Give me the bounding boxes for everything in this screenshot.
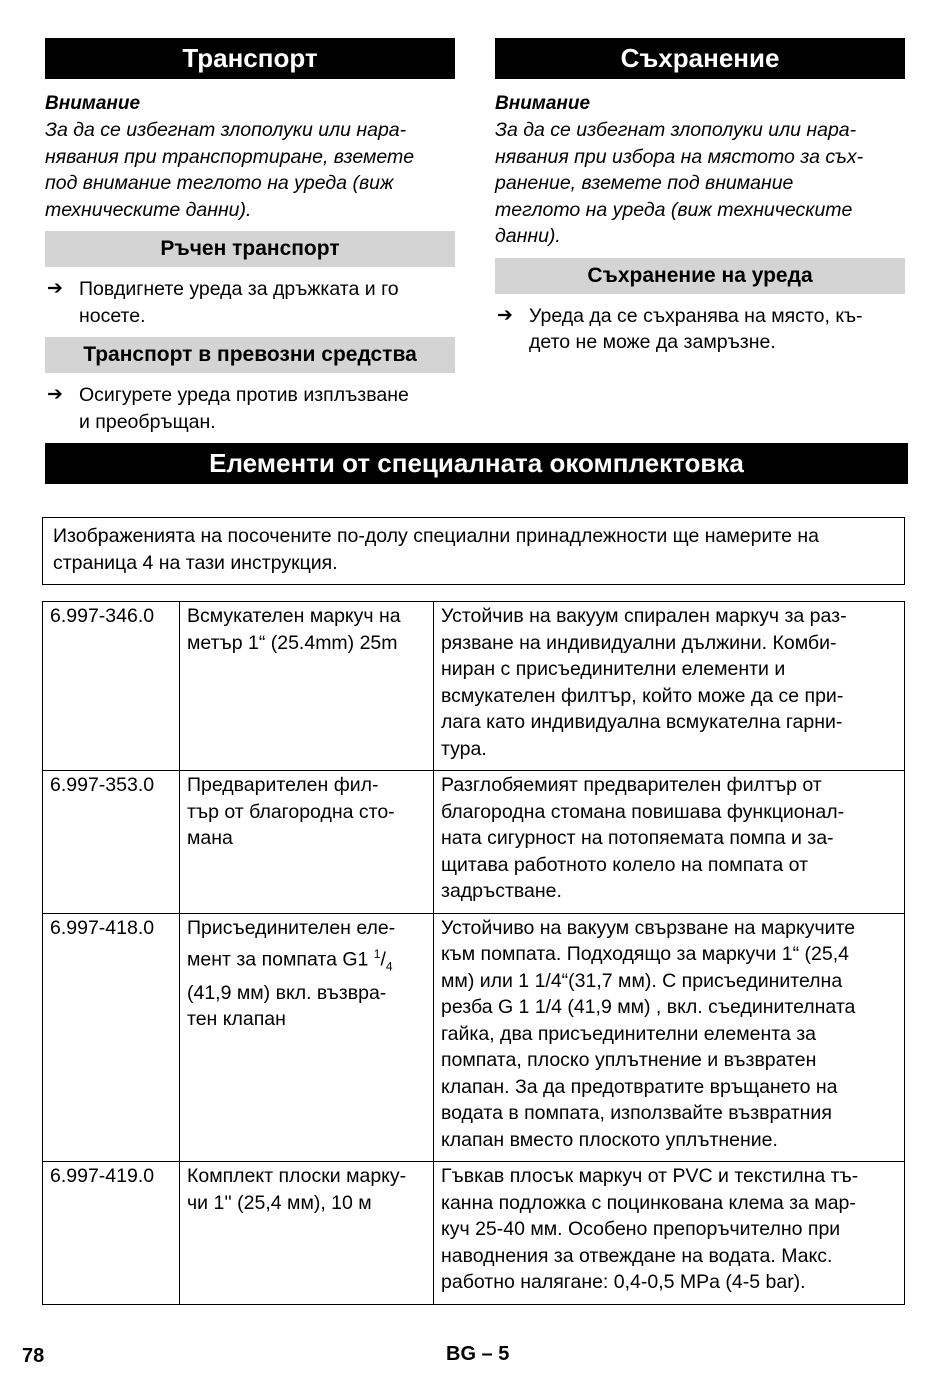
part-number: 6.997-353.0 [43, 771, 180, 914]
part-name: Комплект плоски марку- чи 1'' (25,4 мм), 10 м [180, 1162, 434, 1305]
part-name [180, 913, 434, 1162]
table-row [43, 913, 905, 1162]
language-page-label: BG – 5 [446, 1343, 510, 1365]
part-description: Устойчиво на вакуум свързване на маркучите към помпата. Подходящо за маркучи 1“ (25,4 мм) или 1 1/4“(31,7 мм). С присъединителна резба G 1 1/4 (41,9 мм) , вкл. съединителната гайка, два присъединителни елемента за помпата, плоско уплътнение и възвратен клапан. За да предотвратите връщането на водата в помпата, използвайте възвратния клапан вместо плоското уплътнение. [434, 913, 905, 1162]
part-name: Всмукателен маркуч на метър 1“ (25.4mm) 25m [180, 602, 434, 771]
part-number: 6.997-346.0 [43, 602, 180, 771]
page-number: 78 [22, 1345, 45, 1367]
part-description: Разглобяемият предварителен филтър от благородна стомана повишава функционал- ната сигурност на потопяемата помпа и за- щитава работното колело на помпата от задръстване. [434, 771, 905, 914]
vehicle-transport-instruction [45, 382, 455, 435]
accessories-heading: Елементи от специалната окомплектовка [45, 443, 908, 484]
storage-column [495, 38, 905, 364]
bullet-text: Уреда да се съхранява на място, къ- дето не може да замръзне. [529, 304, 863, 353]
part-number: 6.997-418.0 [43, 913, 180, 1162]
storage-warning-text: За да се избегнат злополуки или нара- нявания при избора на мястото за съх- ранение, вземете под внимание теглото на уреда (виж техническите данни). [495, 119, 864, 247]
manual-transport-instruction [45, 276, 455, 329]
table-row [43, 602, 905, 771]
accessories-table [42, 601, 905, 1305]
arrow-right-icon: ➔ [47, 384, 63, 405]
storage-warning-title: Внимание [495, 93, 591, 114]
bullet-text: Повдигнете уреда за дръжката и го носете. [79, 278, 399, 327]
fraction-denominator: 4 [385, 959, 393, 974]
part-name: Предварителен фил- тър от благородна сто- мана [180, 771, 434, 914]
bullet-text: Осигурете уреда против изплъзване и преобръщан. [79, 384, 409, 433]
table-row [43, 771, 905, 914]
part-description: Устойчив на вакуум спирален маркуч за раз- рязване на индивидуални дължини. Комби- ниран с присъединителни елементи и всмукателен филтър, който може да се при- лага като индивидуална всмукателна гарни- тура. [434, 602, 905, 771]
part-name-rest: (41,9 мм) вкл. възвра- тен клапан [187, 981, 387, 1031]
device-storage-heading: Съхранение на уреда [495, 258, 905, 294]
storage-heading: Съхранение [495, 38, 905, 79]
transport-warning-text: За да се избегнат злополуки или нара- нявания при транспортиране, вземете под внимание теглото на уреда (виж техническите данни). [45, 119, 415, 221]
arrow-right-icon: ➔ [497, 304, 513, 326]
table-row [43, 1162, 905, 1305]
fraction-slash: / [380, 948, 386, 971]
device-storage-instruction [495, 303, 905, 356]
accessories-note: Изображенията на посочените по-долу специални принадлежности ще намерите на страница 4 на тази инструкция. [42, 517, 905, 585]
arrow-right-icon: ➔ [47, 278, 63, 299]
vehicle-transport-heading: Транспорт в превозни средства [45, 337, 455, 373]
part-name-main: Присъединителен еле- мент за помпата G1 [187, 916, 396, 971]
part-number: 6.997-419.0 [43, 1162, 180, 1305]
transport-warning-title: Внимание [45, 93, 141, 114]
transport-column [45, 38, 455, 443]
manual-transport-heading: Ръчен транспорт [45, 231, 455, 267]
transport-heading: Транспорт [45, 38, 455, 79]
part-description: Гъвкав плосък маркуч от PVC и текстилна тъ- канна подложка с поцинкована клема за мар- куч 25-40 мм. Особено препоръчително при наводнения за отвеждане на водата. Макс. работно налягане: 0,4-0,5 MPa (4-5 bar). [434, 1162, 905, 1305]
fraction-numerator: 1 [373, 947, 381, 961]
